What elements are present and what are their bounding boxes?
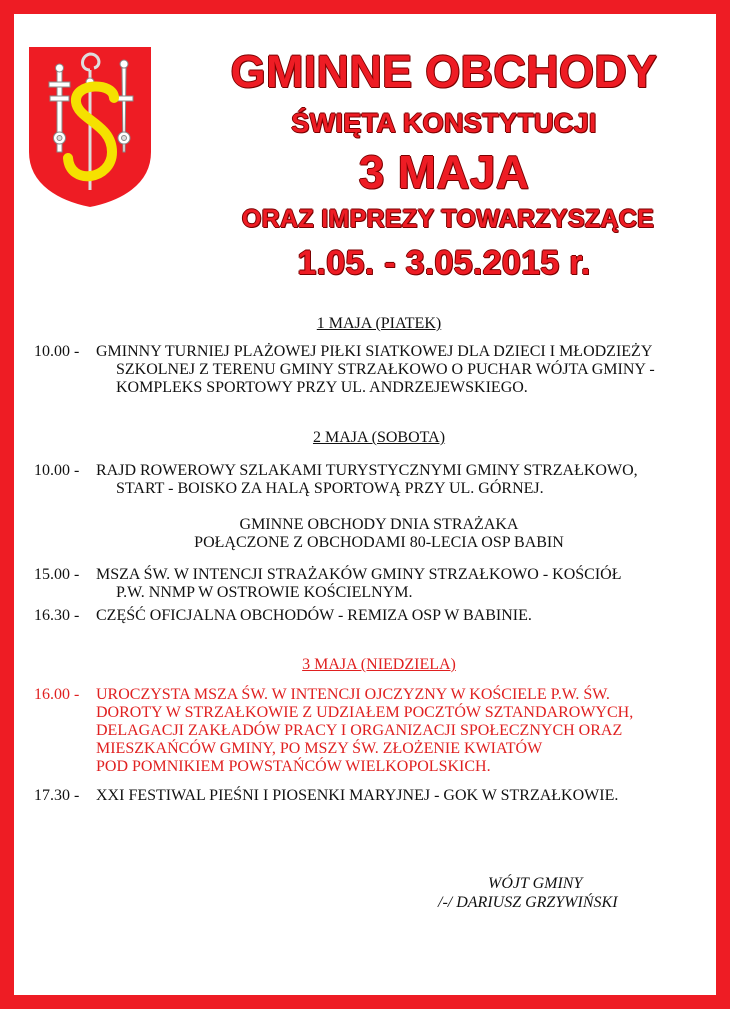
title-line-2: ŚWIĘTA KONSTYTUCJI xyxy=(291,108,597,138)
event-time: 17.30 - xyxy=(34,787,80,804)
firefighters-day-heading xyxy=(14,516,730,552)
event-line: P.W. NNMP W OSTROWIE KOŚCIELNYM. xyxy=(116,584,413,601)
event-time: 10.00 - xyxy=(34,462,80,479)
event-time: 16.30 - xyxy=(34,607,80,624)
event-line: GMINNY TURNIEJ PLAŻOWEJ PIŁKI SIATKOWEJ DLA DZIECI I MŁODZIEŻY xyxy=(96,343,653,360)
event-description xyxy=(96,607,730,625)
signature-title: WÓJT GMINY xyxy=(488,875,583,892)
date-range: 1.05. - 3.05.2015 r. xyxy=(297,244,591,282)
event-line: RAJD ROWEROWY SZLAKAMI TURYSTYCZNYMI GMINY STRZAŁKOWO, xyxy=(96,462,638,479)
event-description xyxy=(96,462,730,498)
title-line-4: ORAZ IMPREZY TOWARZYSZĄCE xyxy=(241,205,655,233)
event-line: DELAGACJI ZAKŁADÓW PRACY I ORGANIZACJI SPOŁECZNYCH ORAZ xyxy=(96,722,623,739)
day3-heading: 3 MAJA (NIEDZIELA) xyxy=(302,656,456,673)
event-time: 16.00 - xyxy=(34,686,80,703)
event-line: MSZA ŚW. W INTENCJI STRAŻAKÓW GMINY STRZAŁKOWO - KOŚCIÓŁ xyxy=(96,566,622,583)
day2-event-3 xyxy=(34,607,730,625)
event-line: XXI FESTIWAL PIEŚNI I PIOSENKI MARYJNEJ - GOK W STRZAŁKOWIE. xyxy=(96,787,619,804)
event-time: 10.00 - xyxy=(34,343,80,360)
event-line: START - BOISKO ZA HALĄ SPORTOWĄ PRZY UL. GÓRNEJ. xyxy=(116,480,544,497)
event-time: 15.00 - xyxy=(34,566,80,583)
event-line: DOROTY W STRZAŁKOWIE Z UDZIAŁEM POCZTÓW SZTANDAROWYCH, xyxy=(96,704,634,721)
event-line: UROCZYSTA MSZA ŚW. W INTENCJI OJCZYZNY W KOŚCIELE P.W. ŚW. xyxy=(96,686,610,703)
signature-name: /-/ DARIUSZ GRZYWIŃSKI xyxy=(438,894,618,911)
day3-event-1 xyxy=(34,686,730,776)
event-line: POD POMNIKIEM POWSTAŃCÓW WIELKOPOLSKICH. xyxy=(96,758,491,775)
event-line: KOMPLEKS SPORTOWY PRZY UL. ANDRZEJEWSKIEGO. xyxy=(116,379,528,396)
title-line-3: 3 MAJA xyxy=(358,146,530,198)
event-line: CZĘŚĆ OFICJALNA OBCHODÓW - REMIZA OSP W BABINIE. xyxy=(96,607,532,624)
subheading-line: GMINNE OBCHODY DNIA STRAŻAKA xyxy=(239,516,519,533)
subheading-line: POŁĄCZONE Z OBCHODAMI 80-LECIA OSP BABIN xyxy=(194,534,564,551)
event-description xyxy=(96,787,730,805)
day1-heading: 1 MAJA (PIATEK) xyxy=(316,315,442,332)
event-line: MIESZKAŃCÓW GMINY, PO MSZY ŚW. ZŁOŻENIE KWIATÓW xyxy=(96,740,543,757)
event-description xyxy=(96,343,730,397)
day2-event-2 xyxy=(34,566,730,602)
coat-of-arms-icon xyxy=(24,40,156,210)
day1-event-1 xyxy=(34,343,730,397)
event-line: SZKOLNEJ Z TERENU GMINY STRZAŁKOWO O PUCHAR WÓJTA GMINY - xyxy=(116,361,655,378)
day2-heading: 2 MAJA (SOBOTA) xyxy=(312,429,446,446)
day3-event-2 xyxy=(34,787,730,805)
event-description xyxy=(96,686,730,776)
title-line-1: GMINNE OBCHODY xyxy=(230,46,658,97)
day2-event-1 xyxy=(34,462,730,498)
event-description xyxy=(96,566,730,602)
